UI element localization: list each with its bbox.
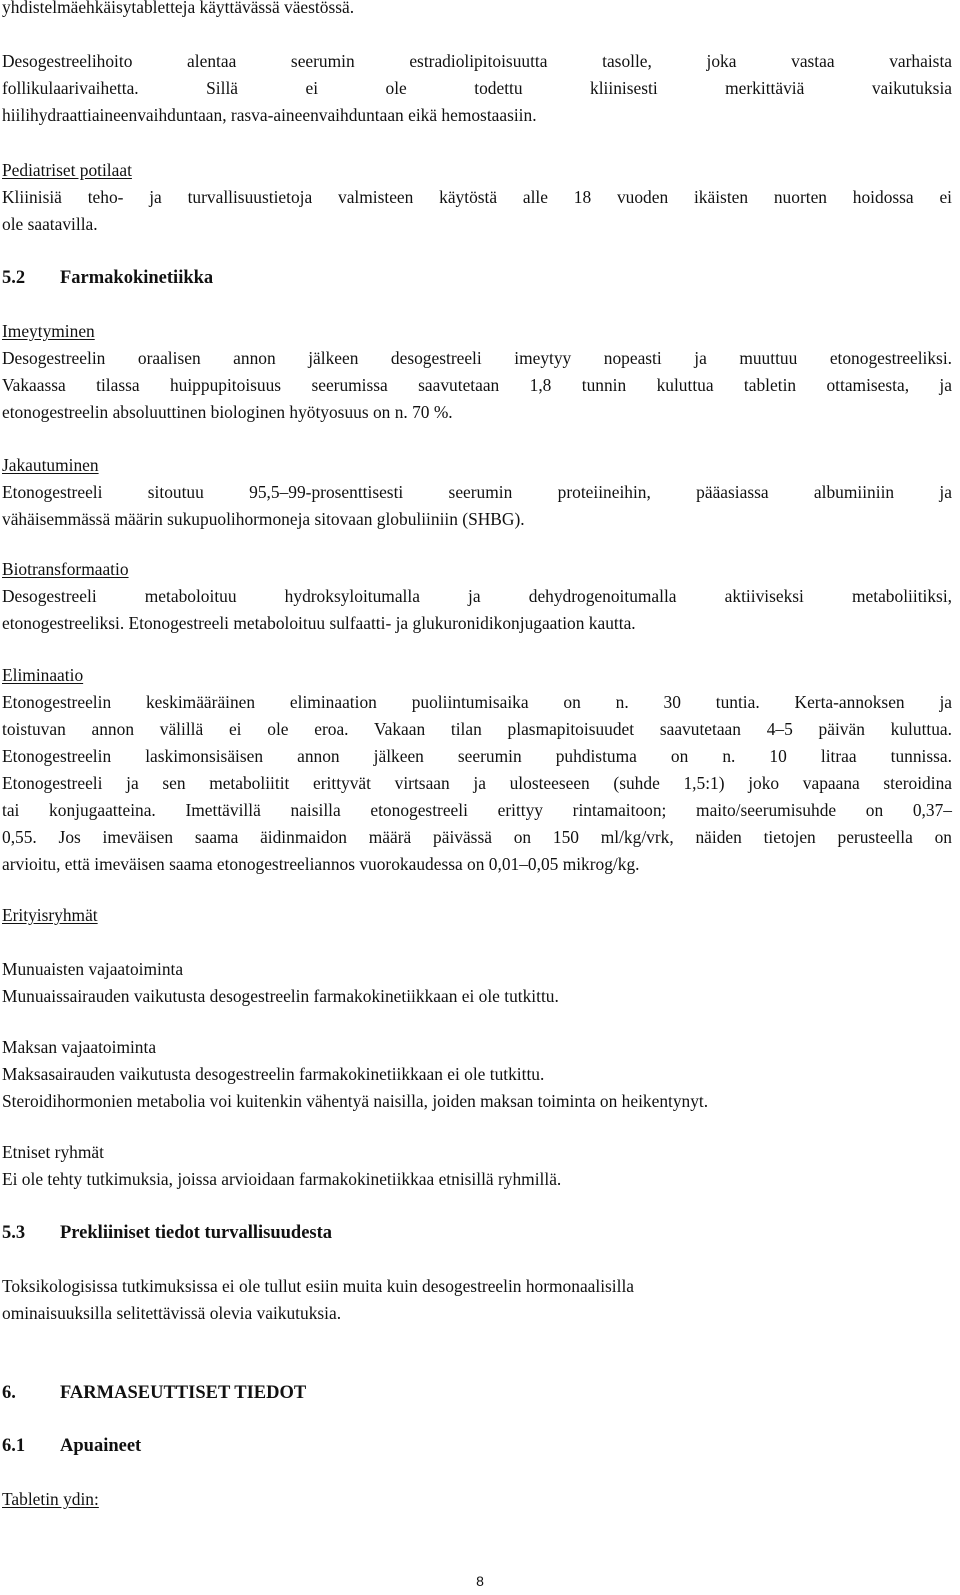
special-groups-section [2, 902, 952, 929]
text-line: Maksasairauden vaikutusta desogestreelin farmakokinetiikkaan ei ole tutkittu. [2, 1064, 545, 1084]
text-line: ominaisuuksilla selitettävissä olevia vaikutuksia. [2, 1303, 342, 1323]
section-title: FARMASEUTTISET TIEDOT [60, 1383, 307, 1403]
elimination-section [2, 662, 952, 878]
page-number: 8 [476, 1573, 484, 1589]
text-line: Toksikologisissa tutkimuksissa ei ole tullut esiin muita kuin desogestreelin hormonaalisilla [2, 1276, 635, 1296]
distribution-heading: Jakautuminen [2, 455, 99, 475]
hepatic-heading: Maksan vajaatoiminta [2, 1037, 157, 1057]
section-number: 6. [2, 1383, 16, 1403]
section-number: 6.1 [2, 1436, 26, 1456]
text-line: 0,55. Jos imeväisen saama äidinmaidon määrä päivässä on 150 ml/kg/vrk, näiden tietojen perusteella on [2, 827, 952, 847]
biotransformation-section [2, 556, 952, 637]
ethnic-heading: Etniset ryhmät [2, 1142, 104, 1162]
text-line: Etonogestreelin keskimääräinen eliminaation puoliintumisaika on n. 30 tuntia. Kerta-annoksen ja [2, 692, 952, 712]
text-line: follikulaarivaihetta. Sillä ei ole todettu kliinisesti merkittäviä vaikutuksia [2, 78, 952, 98]
hepatic-section [2, 1034, 952, 1115]
distribution-section [2, 452, 952, 533]
text-line: vähäisemmässä määrin sukupuolihormoneja sitovaan globuliiniin (SHBG). [2, 509, 525, 529]
text-line: Desogestreelihoito alentaa seerumin estradiolipitoisuutta tasolle, joka vastaa varhaista [2, 51, 952, 71]
section-number: 5.3 [2, 1223, 26, 1243]
pediatric-section [2, 157, 952, 238]
text-line: Desogestreelin oraalisen annon jälkeen desogestreeli imeytyy nopeasti ja muuttuu etonogestreeliksi. [2, 348, 952, 368]
text-line: Kliinisiä teho- ja turvallisuustietoja valmisteen käytöstä alle 18 vuoden ikäisten nuorten hoidossa ei [2, 187, 952, 207]
text-line: Etonogestreeli sitoutuu 95,5–99-prosenttisesti seerumin proteiineihin, pääasiassa albumiiniin ja [2, 482, 952, 502]
section-5-3-heading [2, 1220, 952, 1247]
text-line: arvioitu, että imeväisen saama etonogestreeliannos vuorokaudessa on 0,01–0,05 mikrog/kg. [2, 854, 640, 874]
special-groups-heading: Erityisryhmät [2, 905, 98, 925]
renal-section [2, 956, 952, 1010]
estradiol-paragraph [2, 48, 952, 129]
section-6-1-heading [2, 1433, 952, 1460]
text-line: tai konjugaatteina. Imettävillä naisilla etonogestreeli erittyy rintamaitoon; maito/seerumisuhde on 0,37– [2, 800, 952, 820]
text-line: Desogestreeli metaboloituu hydroksyloitumalla ja dehydrogenoitumalla aktiiviseksi metaboliitiksi, [2, 586, 952, 606]
section-5-2-heading [2, 265, 952, 292]
text-line: Etonogestreelin laskimonsisäisen annon jälkeen seerumin puhdistuma on n. 10 litraa tunnissa. [2, 746, 952, 766]
tablet-core-heading: Tabletin ydin: [2, 1489, 99, 1509]
text-line: Ei ole tehty tutkimuksia, joissa arvioidaan farmakokinetiikkaa etnisillä ryhmillä. [2, 1169, 562, 1189]
text-line: yhdistelmäehkäisytabletteja käyttävässä väestössä. [2, 0, 355, 17]
renal-heading: Munuaisten vajaatoiminta [2, 959, 184, 979]
text-line: toistuvan annon välillä ei ole eroa. Vakaan tilan plasmapitoisuudet saavutetaan 4–5 päivän kuluttua. [2, 719, 952, 739]
text-line: hiilihydraattiaineenvaihduntaan, rasva-aineenvaihduntaan eikä hemostaasiin. [2, 105, 537, 125]
section-title: Farmakokinetiikka [60, 268, 214, 288]
section-title: Prekliiniset tiedot turvallisuudesta [60, 1223, 333, 1243]
text-line: Vakaassa tilassa huippupitoisuus seerumissa saavutetaan 1,8 tunnin kuluttua tabletin ottamisesta, ja [2, 375, 952, 395]
text-line: Etonogestreeli ja sen metaboliitit erittyvät virtsaan ja ulosteeseen (suhde 1,5:1) joko vapaana steroidina [2, 773, 952, 793]
tablet-core-section [2, 1486, 952, 1513]
biotransformation-heading: Biotransformaatio [2, 559, 129, 579]
text-line: etonogestreelin absoluuttinen biologinen hyötyosuus on n. 70 %. [2, 402, 453, 422]
elimination-heading: Eliminaatio [2, 665, 84, 685]
absorption-heading: Imeytyminen [2, 321, 95, 341]
absorption-section [2, 318, 952, 426]
text-line: ole saatavilla. [2, 214, 98, 234]
ethnic-section [2, 1139, 952, 1193]
section-title: Apuaineet [60, 1436, 142, 1456]
text-line: Steroidihormonien metabolia voi kuitenkin vähentyä naisilla, joiden maksan toiminta on heikentynyt. [2, 1091, 709, 1111]
preclinical-paragraph [2, 1273, 952, 1327]
pediatric-heading: Pediatriset potilaat [2, 160, 132, 180]
text-line: etonogestreeliksi. Etonogestreeli metaboloituu sulfaatti- ja glukuronidikonjugaation kautta. [2, 613, 636, 633]
section-number: 5.2 [2, 268, 26, 288]
text-line: Munuaissairauden vaikutusta desogestreelin farmakokinetiikkaan ei ole tutkittu. [2, 986, 559, 1006]
section-6-heading [2, 1380, 952, 1407]
intro-continuation [2, 0, 952, 21]
